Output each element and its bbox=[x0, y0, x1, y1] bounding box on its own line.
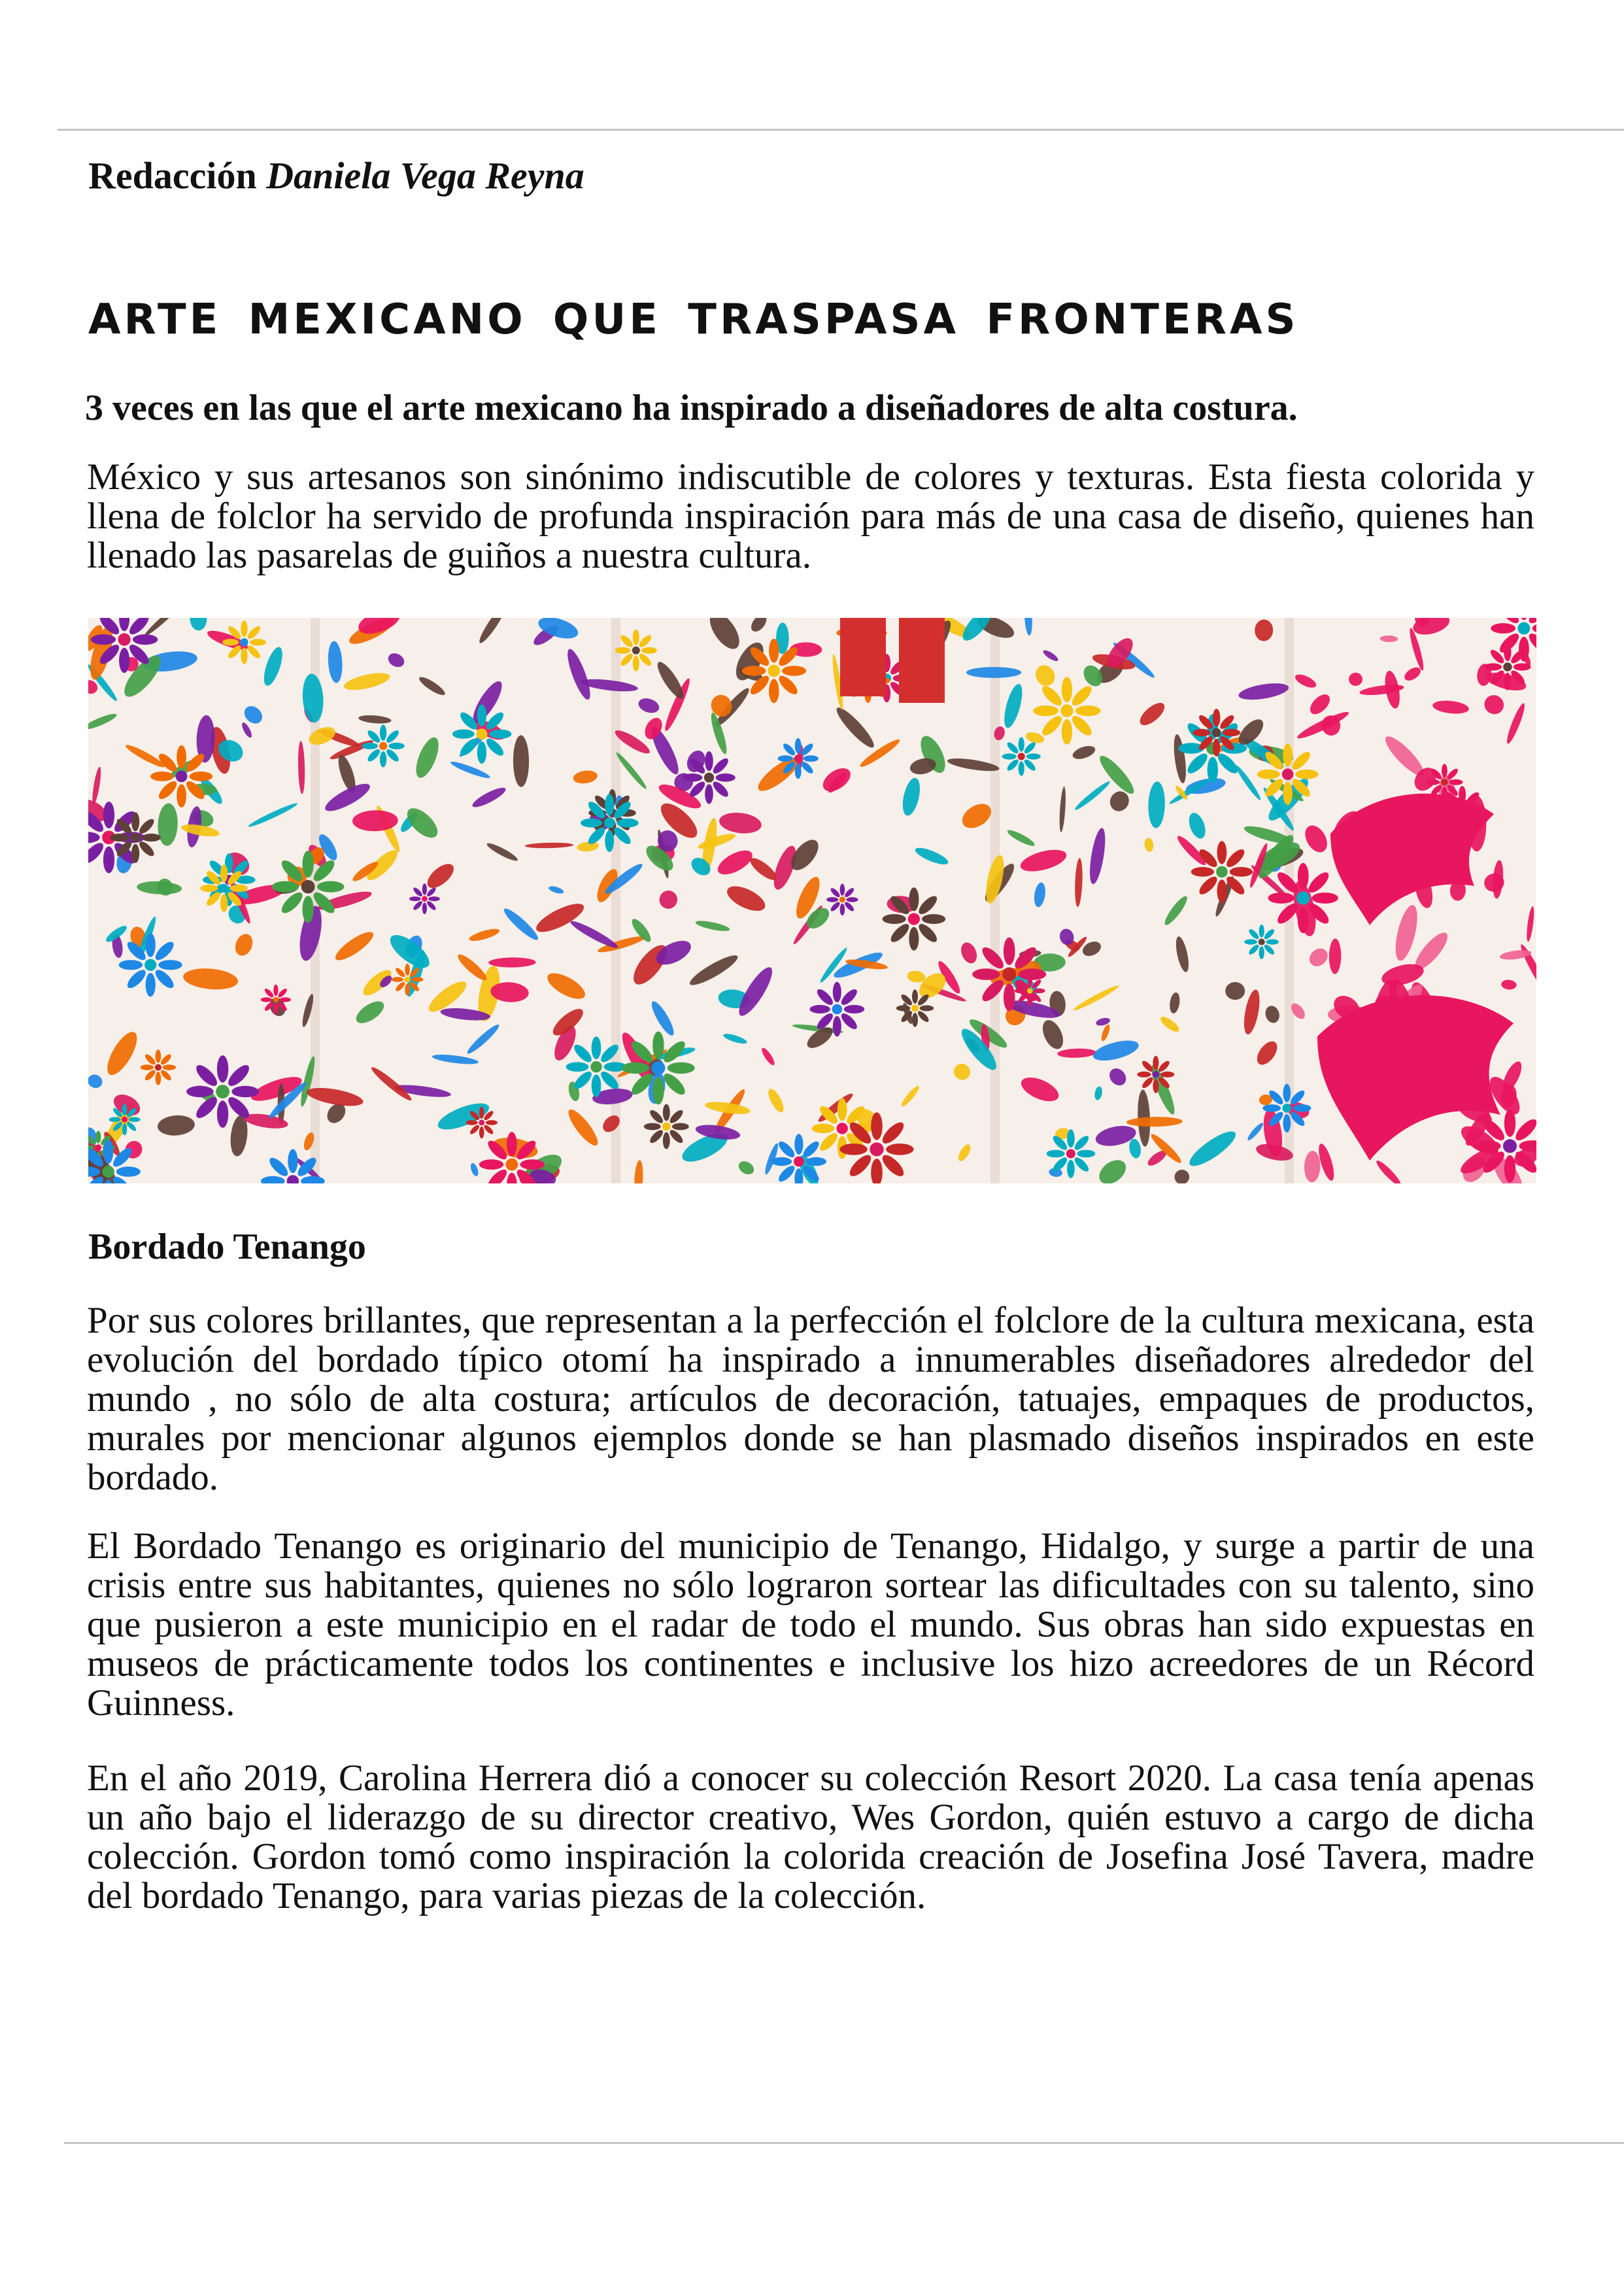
tenango-embroidery-image bbox=[88, 618, 1536, 1183]
section-paragraph-3: En el año 2019, Carolina Herrera dió a conocer su colección Resort 2020. La casa tenía apenas un año bajo el liderazgo de su director creativo, Wes Gordon, quién estuvo a cargo de dicha colección. Gordon tomó como inspiración la colorida creación de Josefina José Tavera, madre del bordado Tenango, para varias piezas de la colección. bbox=[87, 1758, 1534, 1916]
section-title: Bordado Tenango bbox=[88, 1227, 366, 1267]
intro-paragraph: México y sus artesanos son sinónimo indiscutible de colores y texturas. Esta fiesta colorida y llena de folclor ha servido de profunda inspiración para más de una casa de diseño, quienes han llenado las pasarelas de guiños a nuestra cultura. bbox=[87, 456, 1534, 576]
byline-label: Redacción bbox=[88, 154, 257, 197]
article-subheadline: 3 veces en las que el arte mexicano ha inspirado a diseñadores de alta costura. bbox=[85, 388, 1298, 428]
top-divider bbox=[58, 129, 1624, 131]
section-paragraph-2: El Bordado Tenango es originario del municipio de Tenango, Hidalgo, y surge a partir de una crisis entre sus habitantes, quienes no sólo lograron sortear las dificultades con su talento, sino que pusieron a este municipio en el radar de todo el mundo. Sus obras han sido expuestas en museos de prácticamente todos los continentes e inclusive los hizo acreedores de un Récord Guinness. bbox=[87, 1525, 1534, 1724]
byline bbox=[88, 154, 584, 197]
section-paragraph-1: Por sus colores brillantes, que representan a la perfección el folclore de la cultura mexicana, esta evolución del bordado típico otomí ha inspirado a innumerables diseñadores alrededor del mundo , no sólo de alta costura; artículos de decoración, tatuajes, empaques de productos, murales por mencionar algunos ejemplos donde se han plasmado diseños inspirados en este bordado. bbox=[87, 1300, 1534, 1498]
article-headline: ARTE MEXICANO QUE TRASPASA FRONTERAS bbox=[88, 296, 1299, 344]
bottom-divider bbox=[64, 2142, 1624, 2144]
byline-author: Daniela Vega Reyna bbox=[266, 154, 584, 197]
